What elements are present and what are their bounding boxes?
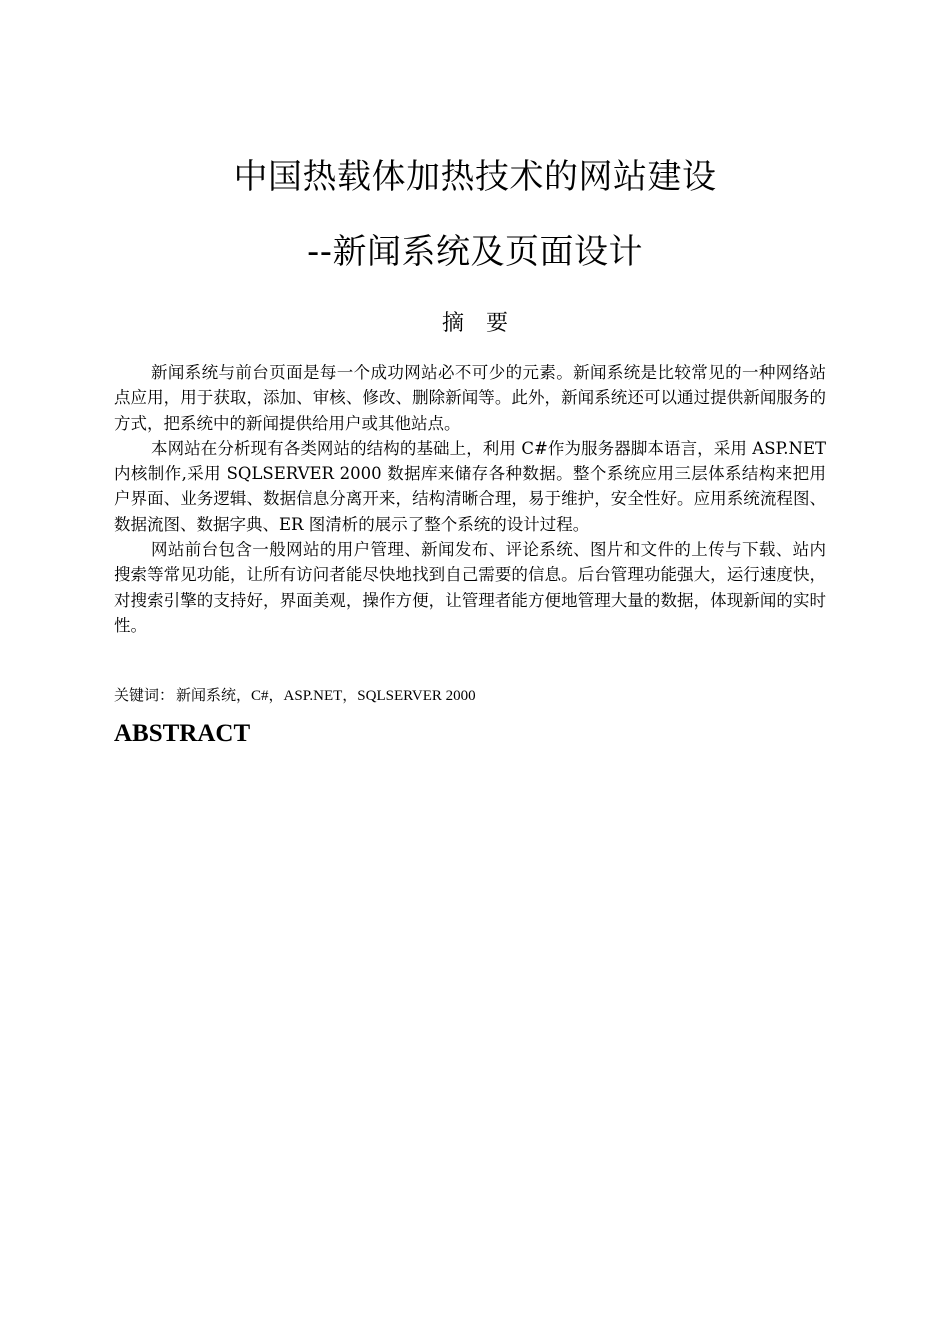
document-subtitle: --新闻系统及页面设计 bbox=[306, 232, 644, 272]
abstract-heading: 摘要 bbox=[441, 311, 530, 336]
keywords-line bbox=[114, 686, 826, 706]
abstract-paragraph: 新闻系统与前台页面是每一个成功网站必不可少的元素。新闻系统是比较常见的一种网络站点应用，用于获取，添加、审核、修改、删除新闻等。此外，新闻系统还可以通过提供新闻服务的方式，把系统中的新闻提供给用户或其他站点。 bbox=[114, 363, 826, 433]
abstract-paragraph: 网站前台包含一般网站的用户管理、新闻发布、评论系统、图片和文件的上传与下载、站内搜索等常见功能，让所有访问者能尽快地找到自己需要的信息。后台管理功能强大，运行速度快，对搜索引擎的支持好，界面美观，操作方便，让管理者能方便地管理大量的数据，体现新闻的实时性。 bbox=[114, 540, 826, 635]
document-title: 中国热载体加热技术的网站建设 bbox=[233, 157, 717, 197]
abstract-paragraph: 本网站在分析现有各类网站的结构的基础上，利用 C#作为服务器脚本语言，采用 ASP.NET 内核制作,采用 SQLSERVER 2000 数据库来储存各种数据。整个系统应用三层体系结构来把用户界面、业务逻辑、数据信息分离开来，结构清晰合理，易于维护，安全性好。应用系统流程图、数据流图、数据字典、ER 图清析的展示了整个系统的设计过程。 bbox=[114, 438, 826, 534]
keywords-label: 关键词： bbox=[114, 688, 175, 704]
english-abstract-heading: ABSTRACT bbox=[114, 720, 251, 747]
keywords-values: 新闻系统，C#，ASP.NET，SQLSERVER 2000 bbox=[176, 688, 476, 704]
abstract-body bbox=[114, 360, 826, 638]
